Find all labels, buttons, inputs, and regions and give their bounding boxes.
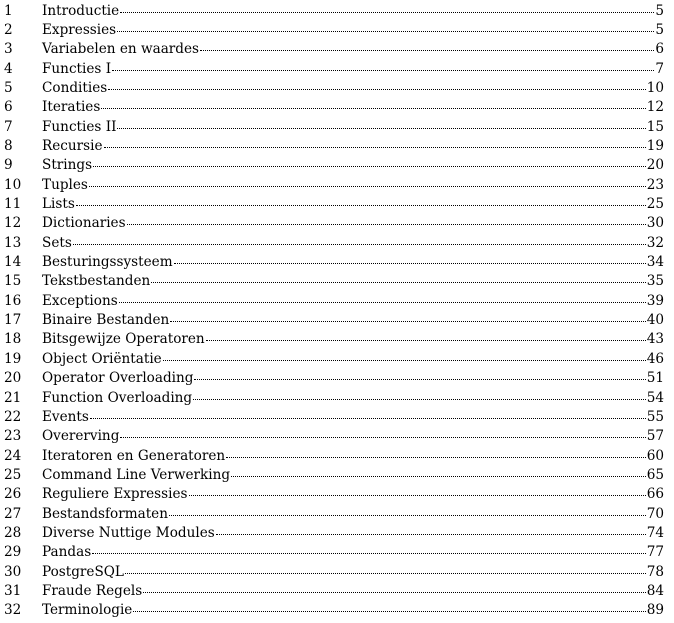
toc-entry-page-number[interactable]: 43 (646, 331, 664, 348)
toc-entry-page-number[interactable]: 46 (646, 350, 664, 367)
toc-row[interactable] (0, 348, 674, 368)
toc-entry-page-number[interactable]: 40 (646, 312, 664, 329)
toc-entry-title[interactable]: Terminologie (42, 602, 133, 619)
toc-entry-page-number[interactable]: 12 (646, 99, 664, 116)
toc-entry-link[interactable] (42, 80, 664, 96)
toc-entry-page-number[interactable]: 60 (646, 447, 664, 464)
toc-entry-number: 22 (4, 408, 22, 425)
toc-row[interactable] (0, 600, 674, 620)
toc-entry-page-number[interactable]: 19 (646, 137, 664, 154)
dot-leader (117, 31, 654, 32)
toc-entry-link[interactable] (42, 22, 664, 38)
dot-leader (93, 166, 646, 167)
dot-leader (226, 457, 646, 458)
toc-entry-page-number[interactable]: 78 (646, 563, 664, 580)
toc-entry-number: 1 (4, 2, 13, 19)
toc-entry-title[interactable]: Command Line Verwerking (42, 466, 231, 483)
toc-entry-page-number[interactable]: 34 (646, 254, 664, 271)
toc-entry-title[interactable]: Besturingssysteem (42, 254, 173, 271)
toc-entry-number: 12 (4, 215, 22, 232)
toc-entry-link[interactable] (42, 331, 664, 347)
toc-row[interactable] (0, 329, 674, 349)
toc-row[interactable] (0, 310, 674, 330)
toc-entry-title[interactable]: Strings (42, 157, 93, 174)
toc-entry-page-number[interactable]: 5 (655, 21, 664, 38)
toc-row[interactable] (0, 522, 674, 542)
toc-row[interactable] (0, 194, 674, 214)
toc-entry-page-number[interactable]: 66 (646, 486, 664, 503)
toc-entry-title[interactable]: Tekstbestanden (42, 273, 151, 290)
toc-entry-link[interactable] (42, 583, 664, 599)
toc-entry-page-number[interactable]: 6 (655, 41, 664, 58)
toc-entry-page-number[interactable]: 7 (655, 60, 664, 77)
toc-entry-page-number[interactable]: 5 (655, 2, 664, 19)
toc-entry-page-number[interactable]: 89 (646, 602, 664, 619)
toc-entry-page-number[interactable]: 77 (646, 544, 664, 561)
dot-leader (76, 205, 646, 206)
toc-entry-link[interactable] (42, 351, 664, 367)
dot-leader (169, 515, 646, 516)
toc-entry-number: 13 (4, 234, 22, 251)
toc-entry-link[interactable] (42, 506, 664, 522)
toc-row[interactable] (0, 581, 674, 601)
toc-entry-link[interactable] (42, 312, 664, 328)
toc-entry-number: 2 (4, 21, 13, 38)
toc-entry-number: 18 (4, 331, 22, 348)
toc-row[interactable] (0, 464, 674, 484)
toc-entry-link[interactable] (42, 3, 664, 19)
toc-row[interactable] (0, 290, 674, 310)
toc-entry-link[interactable] (42, 428, 664, 444)
dot-leader (73, 244, 646, 245)
toc-row[interactable] (0, 426, 674, 446)
toc-entry-link[interactable] (42, 177, 664, 193)
toc-entry-number: 24 (4, 447, 22, 464)
toc-entry-link[interactable] (42, 41, 664, 57)
toc-entry-title[interactable]: Iteratoren en Generatoren (42, 447, 226, 464)
dot-leader (89, 186, 646, 187)
toc-entry-number: 4 (4, 60, 13, 77)
dot-leader (193, 399, 646, 400)
toc-entry-number: 25 (4, 466, 22, 483)
toc-row[interactable] (0, 0, 674, 20)
dot-leader (189, 495, 646, 496)
toc-row[interactable] (0, 368, 674, 388)
toc-entry-page-number[interactable]: 20 (646, 157, 664, 174)
toc-entry-title[interactable]: Variabelen en waardes (42, 41, 200, 58)
toc-row[interactable] (0, 116, 674, 136)
toc-entry-link[interactable] (42, 467, 664, 483)
toc-entry-title[interactable]: Lists (42, 196, 75, 212)
toc-entry-link[interactable] (42, 157, 664, 173)
dot-leader (92, 553, 646, 554)
toc-entry-link[interactable] (42, 602, 664, 618)
dot-leader (206, 340, 646, 341)
toc-entry-title[interactable]: Events (42, 408, 89, 425)
toc-entry-page-number[interactable]: 70 (646, 505, 664, 522)
toc-entry-page-number[interactable]: 55 (646, 408, 664, 425)
toc-entry-title[interactable]: Reguliere Expressies (42, 486, 188, 503)
dot-leader (170, 321, 645, 322)
toc-entry-number: 14 (4, 254, 22, 271)
toc-entry-link[interactable] (42, 138, 664, 154)
toc-entry-title[interactable]: Sets (42, 234, 72, 251)
toc-row[interactable] (0, 232, 674, 252)
toc-entry-title[interactable]: Function Overloading (42, 389, 193, 406)
toc-row[interactable] (0, 39, 674, 59)
toc-row[interactable] (0, 135, 674, 155)
toc-entry-number: 15 (4, 273, 22, 290)
toc-entry-number: 10 (4, 176, 22, 193)
toc-entry-number: 19 (4, 350, 22, 367)
toc-entry-link[interactable] (42, 215, 664, 231)
toc-entry-number: 17 (4, 312, 22, 329)
toc-row[interactable] (0, 484, 674, 504)
toc-entry-page-number[interactable]: 30 (646, 215, 664, 232)
toc-entry-title[interactable]: Diverse Nuttige Modules (42, 524, 215, 541)
toc-entry-number: 31 (4, 583, 22, 599)
dot-leader (120, 12, 654, 13)
toc-entry-number: 20 (4, 370, 22, 387)
toc-entry-link[interactable] (42, 544, 664, 560)
dot-leader (90, 418, 646, 419)
toc-entry-link[interactable] (42, 564, 664, 580)
toc-row[interactable] (0, 97, 674, 117)
toc-entry-number: 21 (4, 389, 22, 406)
toc-entry-page-number[interactable]: 54 (646, 389, 664, 406)
toc-entry-link[interactable] (42, 293, 664, 309)
dot-leader (194, 379, 645, 380)
toc-entry-link[interactable] (42, 119, 664, 135)
toc-row[interactable] (0, 271, 674, 291)
toc-entry-title[interactable]: Functies II (42, 118, 117, 135)
toc-row[interactable] (0, 503, 674, 523)
toc-entry-page-number[interactable]: 84 (646, 583, 664, 599)
toc-entry-title[interactable]: Operator Overloading (42, 370, 194, 387)
toc-entry-link[interactable] (42, 273, 664, 289)
toc-entry-title[interactable]: Binaire Bestanden (42, 312, 170, 329)
toc-entry-link[interactable] (42, 448, 664, 464)
toc-entry-link[interactable] (42, 525, 664, 541)
toc-entry-title[interactable]: Tuples (42, 176, 88, 193)
dot-leader (143, 592, 645, 593)
toc-row[interactable] (0, 406, 674, 426)
toc-entry-number: 32 (4, 602, 22, 619)
dot-leader (119, 302, 646, 303)
toc-entry-title[interactable]: Object Oriëntatie (42, 350, 162, 367)
toc-entry-page-number[interactable]: 10 (646, 79, 664, 96)
toc-entry-link[interactable] (42, 409, 664, 425)
toc-row[interactable] (0, 213, 674, 233)
toc-entry-title[interactable]: Introductie (42, 2, 120, 19)
toc-entry-number: 30 (4, 563, 22, 580)
toc-row[interactable] (0, 252, 674, 272)
toc-entry-page-number[interactable]: 23 (646, 176, 664, 193)
toc-entry-number: 6 (4, 99, 13, 116)
toc-entry-link[interactable] (42, 486, 664, 502)
toc-entry-number: 27 (4, 505, 22, 522)
dot-leader (108, 89, 645, 90)
toc-entry-link[interactable] (42, 196, 664, 212)
toc-row[interactable] (0, 561, 674, 581)
toc-row[interactable] (0, 19, 674, 39)
toc-entry-number: 3 (4, 41, 13, 58)
toc-entry-number: 28 (4, 524, 22, 541)
dot-leader (231, 476, 646, 477)
toc-entry-page-number[interactable]: 57 (646, 428, 664, 445)
toc-entry-number: 23 (4, 428, 22, 445)
dot-leader (216, 534, 646, 535)
toc-entry-page-number[interactable]: 51 (646, 370, 664, 387)
toc-entry-title[interactable]: Overerving (42, 428, 120, 445)
toc-entry-link[interactable] (42, 61, 664, 77)
toc-entry-page-number[interactable]: 74 (646, 524, 664, 541)
dot-leader (151, 282, 645, 283)
toc-row[interactable] (0, 387, 674, 407)
dot-leader (120, 437, 645, 438)
toc-row[interactable] (0, 445, 674, 465)
toc-entry-number: 9 (4, 157, 13, 174)
toc-entry-number: 7 (4, 118, 13, 135)
toc-entry-title[interactable]: Exceptions (42, 292, 118, 309)
toc-entry-link[interactable] (42, 390, 664, 406)
dot-leader (104, 147, 646, 148)
toc-entry-title[interactable]: Condities (42, 79, 108, 96)
toc-row[interactable] (0, 155, 674, 175)
toc-entry-number: 29 (4, 544, 22, 561)
toc-entry-title[interactable]: Dictionaries (42, 215, 126, 232)
toc-entry-number: 8 (4, 137, 13, 154)
dot-leader (125, 573, 646, 574)
toc-entry-title[interactable]: Pandas (42, 544, 92, 561)
toc-entry-number: 11 (4, 196, 22, 212)
dot-leader (133, 611, 645, 612)
toc-entry-link[interactable] (42, 370, 664, 386)
toc-entry-page-number[interactable]: 15 (646, 118, 664, 135)
toc-entry-title[interactable]: Functies I (42, 60, 112, 77)
toc-entry-number: 26 (4, 486, 22, 503)
toc-row[interactable] (0, 542, 674, 562)
toc-entry-page-number[interactable]: 25 (646, 196, 664, 212)
dot-leader (101, 108, 645, 109)
toc-entry-number: 5 (4, 79, 13, 96)
toc-row[interactable] (0, 77, 674, 97)
toc-entry-page-number[interactable]: 65 (646, 466, 664, 483)
dot-leader (163, 360, 646, 361)
dot-leader (200, 50, 654, 51)
toc-entry-page-number[interactable]: 35 (646, 273, 664, 290)
toc-entry-title[interactable]: Fraude Regels (42, 583, 143, 599)
toc-entry-title[interactable]: Bitsgewijze Operatoren (42, 331, 205, 348)
dot-leader (112, 70, 654, 71)
toc-entry-page-number[interactable]: 39 (646, 292, 664, 309)
toc-entry-title[interactable]: Iteraties (42, 99, 101, 116)
toc-entry-title[interactable]: PostgreSQL (42, 563, 124, 580)
dot-leader (174, 263, 646, 264)
toc-row[interactable] (0, 174, 674, 194)
toc-entry-title[interactable]: Bestandsformaten (42, 505, 168, 522)
toc-entry-title[interactable]: Recursie (42, 137, 103, 154)
toc-entry-link[interactable] (42, 235, 664, 251)
toc-entry-link[interactable] (42, 99, 664, 115)
toc-entry-page-number[interactable]: 32 (646, 234, 664, 251)
toc-entry-title[interactable]: Expressies (42, 21, 117, 38)
toc-entry-link[interactable] (42, 254, 664, 270)
dot-leader (117, 128, 645, 129)
toc-entry-number: 16 (4, 292, 22, 309)
dot-leader (127, 224, 646, 225)
toc-row[interactable] (0, 58, 674, 78)
